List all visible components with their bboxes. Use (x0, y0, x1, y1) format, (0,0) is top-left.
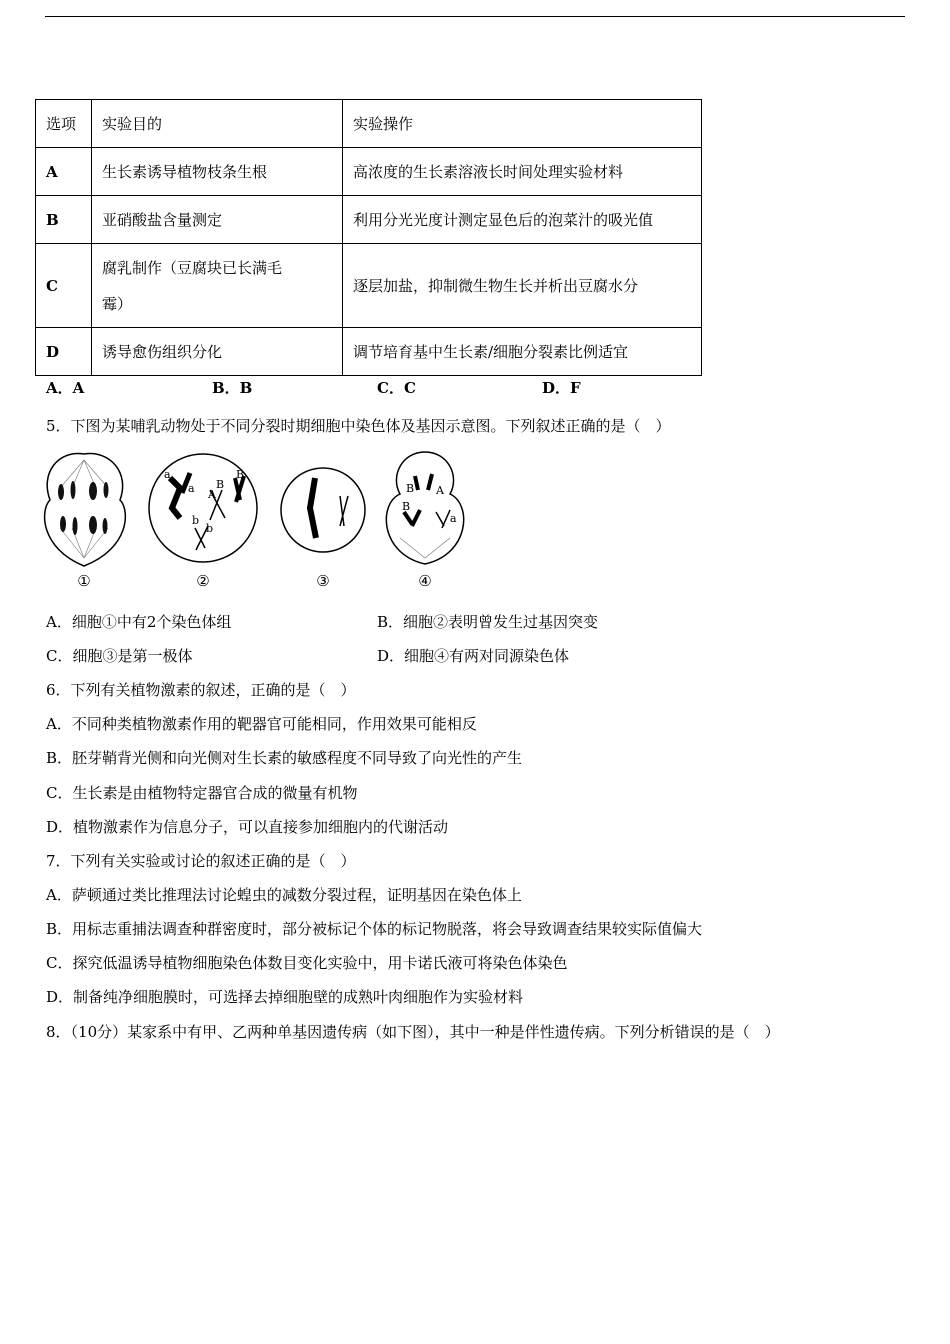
table-row (36, 328, 702, 376)
cell-4-label: ④ (418, 572, 432, 590)
q6-option-a[interactable]: A．不同种类植物激素作用的靶器官可能相同，作用效果可能相反 (46, 715, 477, 733)
q6-option-c[interactable]: C．生长素是由植物特定器官合成的微量有机物 (46, 784, 358, 802)
q7-option-d[interactable]: D．制备纯净细胞膜时，可选择去掉细胞壁的成熟叶肉细胞作为实验材料 (46, 988, 524, 1006)
q5-option-c[interactable]: C．细胞③是第一极体 (46, 647, 193, 665)
row-purpose: 亚硝酸盐含量测定 (92, 196, 343, 244)
gene-label: a (164, 468, 171, 481)
q5-option-a[interactable]: A．细胞①中有2个染色体组 (46, 613, 232, 631)
row-operation: 利用分光光度计测定显色后的泡菜汁的吸光值 (343, 196, 702, 244)
cell-1-label: ① (77, 572, 91, 590)
header-operation: 实验操作 (343, 100, 702, 148)
q5-option-d[interactable]: D．细胞④有两对同源染色体 (377, 647, 570, 665)
cell-2-label: ② (196, 572, 210, 590)
cell-3-label: ③ (316, 572, 330, 590)
q6-option-d[interactable]: D．植物激素作为信息分子，可以直接参加细胞内的代谢活动 (46, 818, 449, 836)
row-purpose: 诱导愈伤组织分化 (92, 328, 343, 376)
row-option: B (36, 196, 92, 244)
q4-option-a[interactable]: A．A (46, 379, 85, 397)
q4-option-b[interactable]: B．B (212, 379, 253, 397)
cell-4-diagram (386, 452, 463, 564)
gene-label: A (436, 484, 444, 497)
row-option: A (36, 148, 92, 196)
table-row (36, 148, 702, 196)
gene-label: a (450, 512, 457, 525)
table-header-row (36, 100, 702, 148)
gene-label: b (192, 514, 200, 527)
gene-label: B (216, 478, 225, 491)
row-purpose-line: 腐乳制作（豆腐块已长满毛 (102, 258, 283, 277)
q8-stem: 8．（10分）某家系中有甲、乙两种单基因遗传病（如下图），其中一种是伴性遗传病。下列分析错误的是（ ） (46, 1023, 780, 1041)
cell-2-diagram (149, 454, 257, 562)
row-purpose (92, 244, 343, 328)
row-purpose-line: 霉） (102, 294, 133, 313)
q6-option-b[interactable]: B．胚芽鞘背光侧和向光侧对生长素的敏感程度不同导致了向光性的产生 (46, 749, 523, 767)
gene-label: B (236, 468, 245, 481)
gene-label: B (402, 500, 411, 513)
q4-option-c[interactable]: C．C (377, 379, 416, 397)
header-purpose: 实验目的 (92, 100, 343, 148)
q7-option-a[interactable]: A．萨顿通过类比推理法讨论蝗虫的减数分裂过程，证明基因在染色体上 (46, 886, 522, 904)
cell-division-figure (40, 448, 480, 596)
gene-label: A (208, 488, 216, 501)
cell-3-diagram (281, 468, 365, 552)
q7-option-c[interactable]: C．探究低温诱导植物细胞染色体数目变化实验中，用卡诺氏液可将染色体染色 (46, 954, 568, 972)
table-row (36, 244, 702, 328)
row-option: C (36, 244, 92, 328)
table-row (36, 196, 702, 244)
header-rule (45, 16, 905, 17)
q4-option-d[interactable]: D．F (542, 379, 581, 397)
row-operation: 调节培育基中生长素/细胞分裂素比例适宜 (343, 328, 702, 376)
q5-stem: 5．下图为某哺乳动物处于不同分裂时期细胞中染色体及基因示意图。下列叙述正确的是（ ） (46, 417, 671, 435)
q6-stem: 6．下列有关植物激素的叙述，正确的是（ ） (46, 681, 356, 699)
q5-option-b[interactable]: B．细胞②表明曾发生过基因突变 (377, 613, 599, 631)
row-operation: 高浓度的生长素溶液长时间处理实验材料 (343, 148, 702, 196)
experiment-table (35, 99, 702, 376)
gene-label: a (188, 482, 195, 495)
gene-label: B (406, 482, 415, 495)
q7-option-b[interactable]: B．用标志重捕法调查种群密度时，部分被标记个体的标记物脱落，将会导致调查结果较实际值偏大 (46, 920, 703, 938)
row-option: D (36, 328, 92, 376)
header-option: 选项 (36, 100, 92, 148)
row-purpose: 生长素诱导植物枝条生根 (92, 148, 343, 196)
row-operation: 逐层加盐，抑制微生物生长并析出豆腐水分 (343, 244, 702, 328)
gene-label: b (206, 522, 214, 535)
q7-stem: 7．下列有关实验或讨论的叙述正确的是（ ） (46, 852, 356, 870)
cell-1-diagram (45, 454, 126, 566)
